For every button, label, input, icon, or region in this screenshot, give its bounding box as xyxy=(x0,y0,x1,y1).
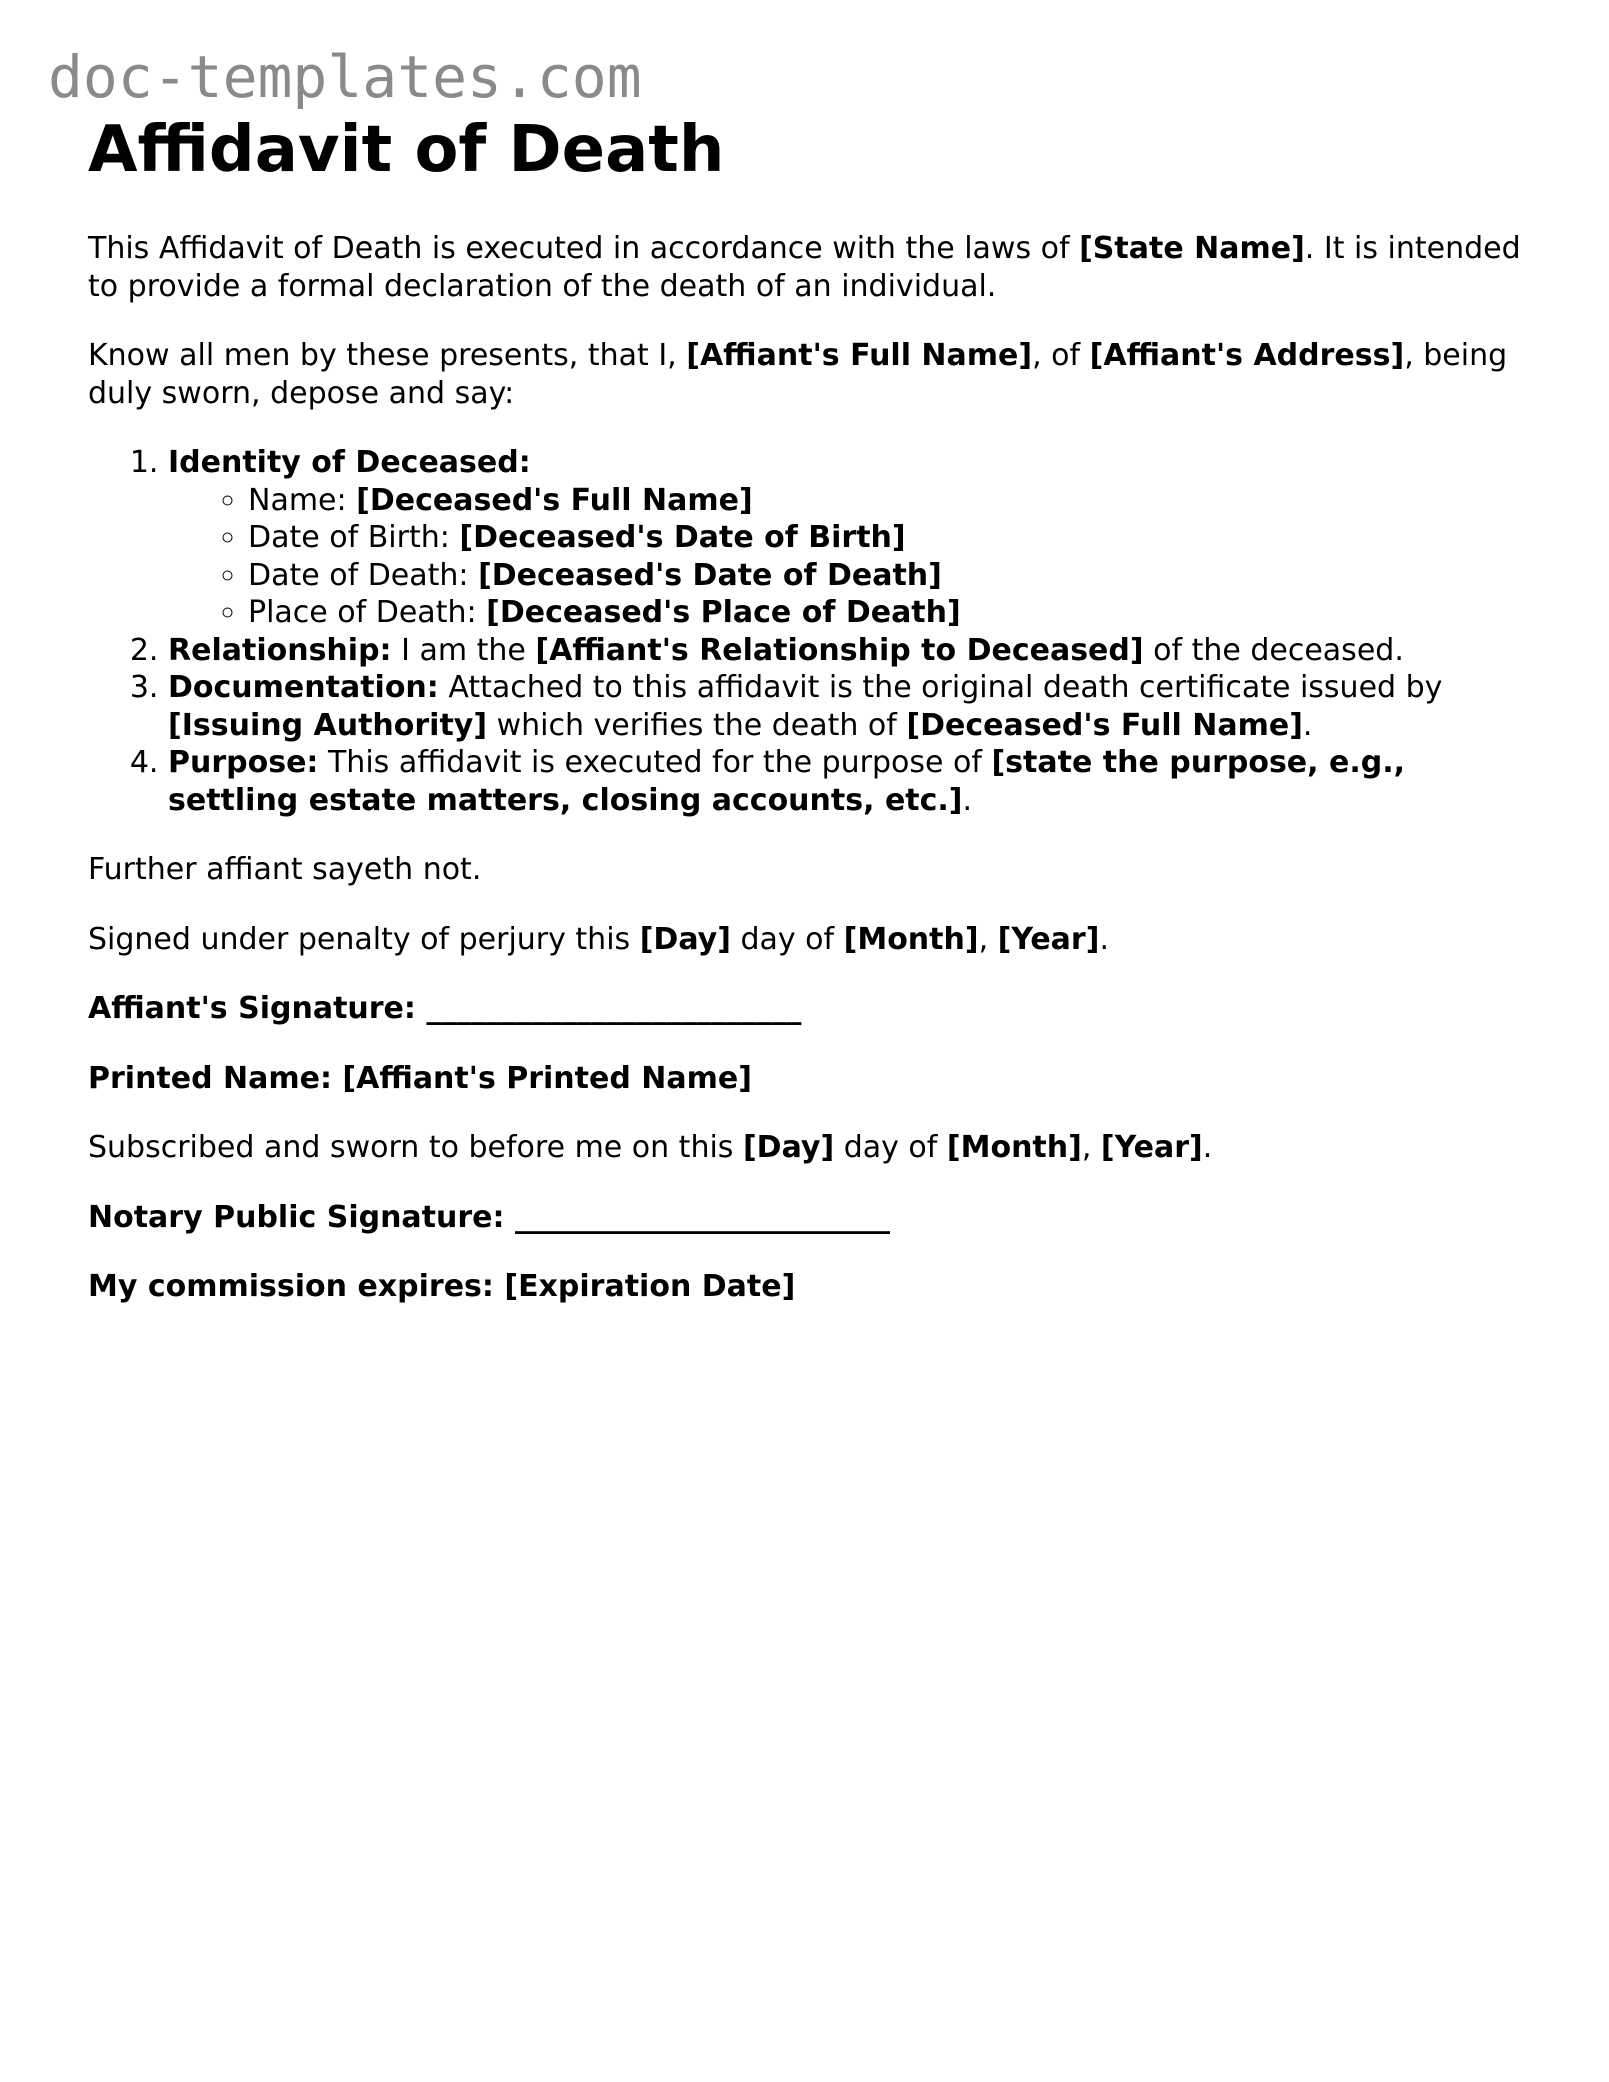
documentation-text: Attached to this affidavit is the original death certificate issued by xyxy=(438,670,1443,705)
notary-signature-label: Notary Public Signature: _________________________ xyxy=(88,1199,890,1235)
document xyxy=(88,112,1528,1338)
list-item-documentation xyxy=(168,669,1528,744)
affiant-signature-label: Affiant's Signature: _________________________ xyxy=(88,991,802,1026)
document-title: Affidavit of Death xyxy=(88,113,725,187)
list-item-identity xyxy=(168,444,1528,632)
printed-name-line xyxy=(88,1060,1528,1098)
deceased-name-field: [Deceased's Full Name] xyxy=(356,482,753,518)
subscribed-year-field: [Year] xyxy=(1100,1130,1203,1165)
signed-text: , xyxy=(978,921,998,957)
watermark: doc-templates.com xyxy=(48,43,642,111)
signed-text: Signed under penalty of perjury this xyxy=(88,921,640,957)
declaration-paragraph xyxy=(88,337,1528,412)
declaration-text: , being duly sworn, depose and say: xyxy=(88,338,1508,411)
list-item xyxy=(248,594,1528,632)
list-item xyxy=(248,557,1528,595)
subscribed-day-field: [Day] xyxy=(742,1130,835,1165)
deceased-dod-label: Date of Death: xyxy=(248,557,479,593)
intro-paragraph xyxy=(88,230,1528,305)
deceased-pod-label: Place of Death: xyxy=(248,595,487,630)
documentation-label: Documentation: xyxy=(168,670,439,705)
relationship-label: Relationship: xyxy=(168,632,392,668)
deceased-name-field: [Deceased's Full Name] xyxy=(906,707,1303,743)
commission-line xyxy=(88,1268,1528,1306)
statements-list xyxy=(88,444,1528,819)
subscribed-text: day of xyxy=(834,1130,947,1165)
identity-details-list xyxy=(168,482,1528,632)
subscribed-text: Subscribed and sworn to before me on this xyxy=(88,1130,743,1165)
list-item-purpose xyxy=(168,744,1528,819)
signed-year-field: [Year] xyxy=(997,921,1100,957)
list-item-relationship xyxy=(168,632,1528,670)
purpose-field: [state the purpose, e.g., settling estate matters, closing accounts, etc.] xyxy=(168,745,1406,818)
further-paragraph: Further affiant sayeth not. xyxy=(88,852,482,887)
intro-text: . It is intended to provide a formal declaration of the death of an individual. xyxy=(88,231,1521,304)
signed-day-field: [Day] xyxy=(639,921,731,957)
purpose-text: This affidavit is executed for the purpose of xyxy=(318,745,992,780)
purpose-text: . xyxy=(962,782,973,818)
deceased-name-label: Name: xyxy=(248,482,357,518)
subscribed-paragraph xyxy=(88,1129,1528,1167)
state-name-field: [State Name] xyxy=(1079,231,1305,266)
relationship-text: I am the xyxy=(391,632,536,668)
affiant-signature-line xyxy=(88,990,1528,1028)
notary-signature-line xyxy=(88,1199,1528,1237)
issuing-authority-field: [Issuing Authority] xyxy=(168,707,488,743)
printed-name-label: Printed Name: [Affiant's Printed Name] xyxy=(88,1060,752,1096)
subscribed-month-field: [Month] xyxy=(946,1130,1082,1165)
affiant-address-field: [Affiant's Address] xyxy=(1089,338,1405,373)
affiant-name-field: [Affiant's Full Name] xyxy=(686,338,1033,373)
subscribed-text: , xyxy=(1081,1130,1101,1165)
intro-text: This Affidavit of Death is executed in accordance with the laws of xyxy=(88,231,1080,266)
deceased-dob-field: [Deceased's Date of Birth] xyxy=(459,520,906,555)
signed-paragraph xyxy=(88,921,1528,959)
list-item xyxy=(248,519,1528,557)
deceased-pod-field: [Deceased's Place of Death] xyxy=(486,595,961,630)
declaration-text: , of xyxy=(1032,338,1090,373)
declaration-text: Know all men by these presents, that I, xyxy=(88,338,687,373)
commission-label: My commission expires: [Expiration Date] xyxy=(88,1269,796,1304)
identity-label: Identity of Deceased: xyxy=(168,445,531,480)
subscribed-text: . xyxy=(1202,1130,1213,1165)
deceased-dob-label: Date of Birth: xyxy=(248,520,460,555)
deceased-dod-field: [Deceased's Date of Death] xyxy=(478,557,942,593)
signed-month-field: [Month] xyxy=(843,921,979,957)
signed-text: day of xyxy=(730,921,844,957)
documentation-text: . xyxy=(1302,707,1313,743)
list-item xyxy=(248,482,1528,520)
signed-text: . xyxy=(1099,921,1109,957)
documentation-text: which verifies the death of xyxy=(487,707,907,743)
purpose-label: Purpose: xyxy=(168,745,319,780)
relationship-field: [Affiant's Relationship to Deceased] xyxy=(535,632,1144,668)
relationship-text: of the deceased. xyxy=(1143,632,1404,668)
